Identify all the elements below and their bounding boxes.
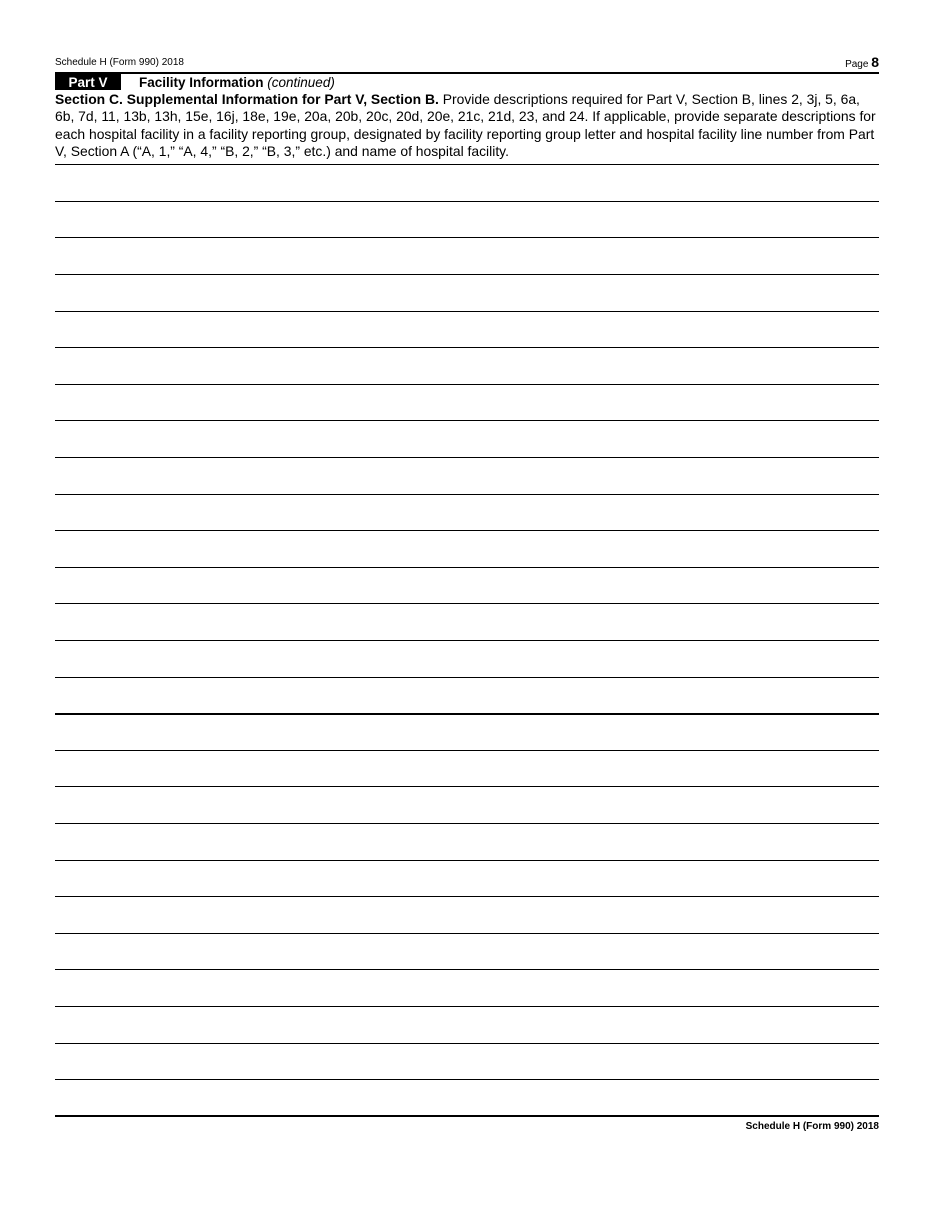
entry-line[interactable] [55,457,879,458]
section-description [55,91,879,160]
entry-line[interactable] [55,347,879,348]
bottom-rule [55,1115,879,1117]
entry-line[interactable] [55,933,879,934]
entry-line[interactable] [55,1006,879,1007]
part-title-suffix: (continued) [267,75,335,90]
section-body: Provide descriptions required for Part V, Section B, lines 2, 3j, 5, 6a, 6b, 7d, 11, 13b, 13h, 15e, 16j, 18e, 19e, 20a, 20b, 20c, 20d, 20e, 21c, 21d, 23, and 24. If applicable, provide separate descriptions for each hospital facility in a facility reporting group, designated by facility reporting group letter and hospital facility line number from Part V, Section A (“A, 1,” “A, 4,” “B, 2,” “B, 3,” etc.) and name of hospital facility. [55,91,876,159]
entry-line[interactable] [55,860,879,861]
form-id-footer: Schedule H (Form 990) 2018 [745,1121,879,1132]
page-header [55,56,879,72]
entry-line[interactable] [55,311,879,312]
entry-line[interactable] [55,201,879,202]
entry-lines [55,0,879,1208]
entry-line[interactable] [55,786,879,787]
part-header [55,72,879,90]
entry-line[interactable] [55,530,879,531]
part-badge: Part V [55,74,121,90]
entry-line[interactable] [55,823,879,824]
page-number-value: 8 [871,54,879,70]
entry-line[interactable] [55,603,879,604]
entry-line[interactable] [55,420,879,421]
entry-line[interactable] [55,896,879,897]
page-number [845,54,879,73]
entry-line[interactable] [55,750,879,751]
part-title-text: Facility Information [139,75,264,90]
section-heading: Section C. Supplemental Information for Part V, Section B. [55,91,439,107]
entry-line[interactable] [55,384,879,385]
entry-line[interactable] [55,164,879,165]
entry-line[interactable] [55,1079,879,1080]
entry-line[interactable] [55,494,879,495]
form-id-header: Schedule H (Form 990) 2018 [55,57,184,68]
entry-line[interactable] [55,567,879,568]
entry-line[interactable] [55,1043,879,1044]
entry-line[interactable] [55,640,879,641]
entry-line[interactable] [55,274,879,275]
entry-line[interactable] [55,713,879,715]
entry-line[interactable] [55,677,879,678]
part-title [139,74,335,91]
entry-line[interactable] [55,969,879,970]
form-page [55,0,879,1208]
page-label: Page [845,59,869,70]
entry-line[interactable] [55,237,879,238]
